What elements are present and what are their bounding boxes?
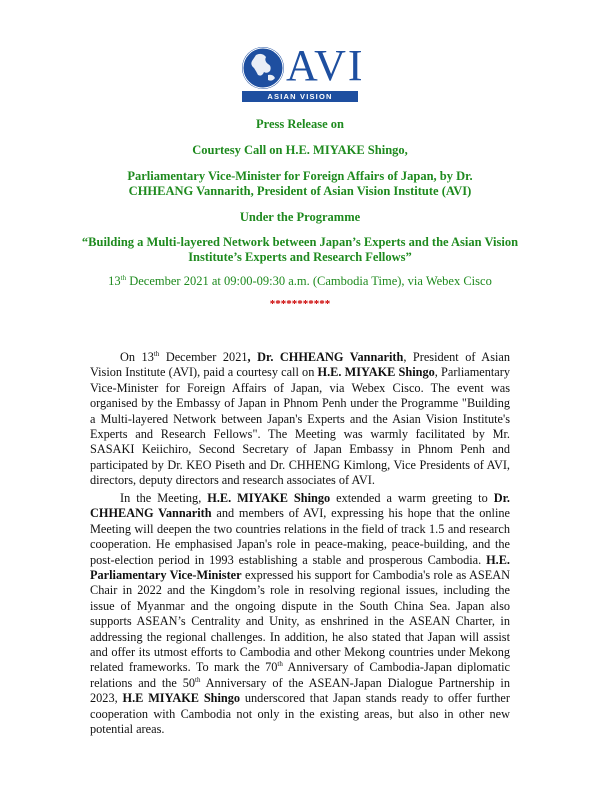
globe-icon [242, 47, 284, 89]
subheadline: Parliamentary Vice-Minister for Foreign Affairs of Japan, by Dr. CHHEANG Vannarith, President of Asian Vision Institute (AVI) [127, 169, 473, 198]
paragraph-2 [90, 491, 510, 738]
text-run: Anniversary of Cambodia-Japan diplomatic relations and the 50 [90, 660, 510, 690]
text-run: Anniversary of the ASEAN-Japan Dialogue Partnership in 2023, [90, 675, 510, 706]
text-run: , President of Asian Vision Institute (AVI), paid a courtesy call on [90, 350, 510, 380]
text-run: On 13 [120, 350, 154, 364]
text-run: expressed his support for Cambodia's role as ASEAN Chair in 2022 and the Kingdom’s role in resolving regional issues, including the issue of Myanmar and the ongoing dispute in the South China Sea. Japan also supports ASEAN’s Centrality and Unity, as enshrined in the ASEAN Charter, in addressing the regional challenges. In addition, he also stated that Japan will assist and offer its utmost efforts to Cambodia and other Mekong countries under Mekong related frameworks. To mark the 70 [90, 568, 510, 675]
bold-text: , Dr. CHHEANG Vannarith [247, 350, 404, 364]
bold-text: H.E. MIYAKE Shingo [207, 491, 331, 505]
text-run: extended a warm greeting to [330, 491, 494, 505]
date-suffix: th [120, 273, 127, 282]
date-details: December 2021 at 09:00-09:30 a.m. (Cambodia Time), via Webex Cisco [126, 274, 492, 288]
bold-text: H.E. Parliamentary Vice-Minister [90, 552, 510, 583]
paragraph-1 [90, 350, 510, 489]
programme-label: Under the Programme [239, 210, 361, 224]
text-run: underscored that Japan stands ready to offer further cooperation with Cambodia not only in the existing areas, but also in other new potential areas. [90, 691, 510, 737]
avi-logo [242, 41, 365, 112]
bold-text: H.E MIYAKE Shingo [122, 691, 241, 706]
text-run: , Parliamentary Vice-Minister for Foreign Affairs of Japan, via Webex Cisco. The event was organised by the Embassy of Japan in Phnom Penh under the Programme "Building a Multi-layered Network between Japan's Experts and the Asian Vision Institute's Experts and Research Fellows". The Meeting was warmly facilitated by Mr. SASAKI Keiichiro, Second Secretary of Japan Embassy in Phnom Penh and participated by Dr. KEO Piseth and Dr. CHHENG Kimlong, Vice Presidents of AVI, directors, deputy directors and research associates of AVI. [90, 365, 510, 488]
date-day: 13 [108, 274, 121, 288]
superscript: th [153, 349, 160, 358]
text-run: December 2021 [159, 350, 248, 364]
headline: Courtesy Call on H.E. MIYAKE Shingo, [192, 143, 408, 157]
logo-tagline: ASIAN VISION INSTITUTE [242, 91, 358, 102]
logo-text: AVI [286, 41, 365, 90]
text-run: and members of AVI, expressing his hope that the online Meeting will deepen the two countries relations in the field of track 1.5 and research cooperation. He emphasised Japan's role in peace-making, peace-building, and the post-election period in 1993 establishing a stable and prosperous Cambodia. [90, 506, 510, 567]
programme-title: “Building a Multi-layered Network between Japan’s Experts and the Asian Vision Institute’s Experts and Research Fellows” [81, 235, 519, 264]
superscript: th [195, 675, 201, 684]
bold-text: Dr. CHHEANG Vannarith [90, 491, 510, 521]
superscript: th [277, 660, 283, 669]
press-release-label: Press Release on [256, 117, 344, 131]
event-date [60, 274, 540, 289]
separator-stars: *********** [269, 298, 331, 310]
text-run: In the Meeting, [120, 491, 208, 505]
bold-text: H.E. MIYAKE Shingo [317, 365, 435, 380]
